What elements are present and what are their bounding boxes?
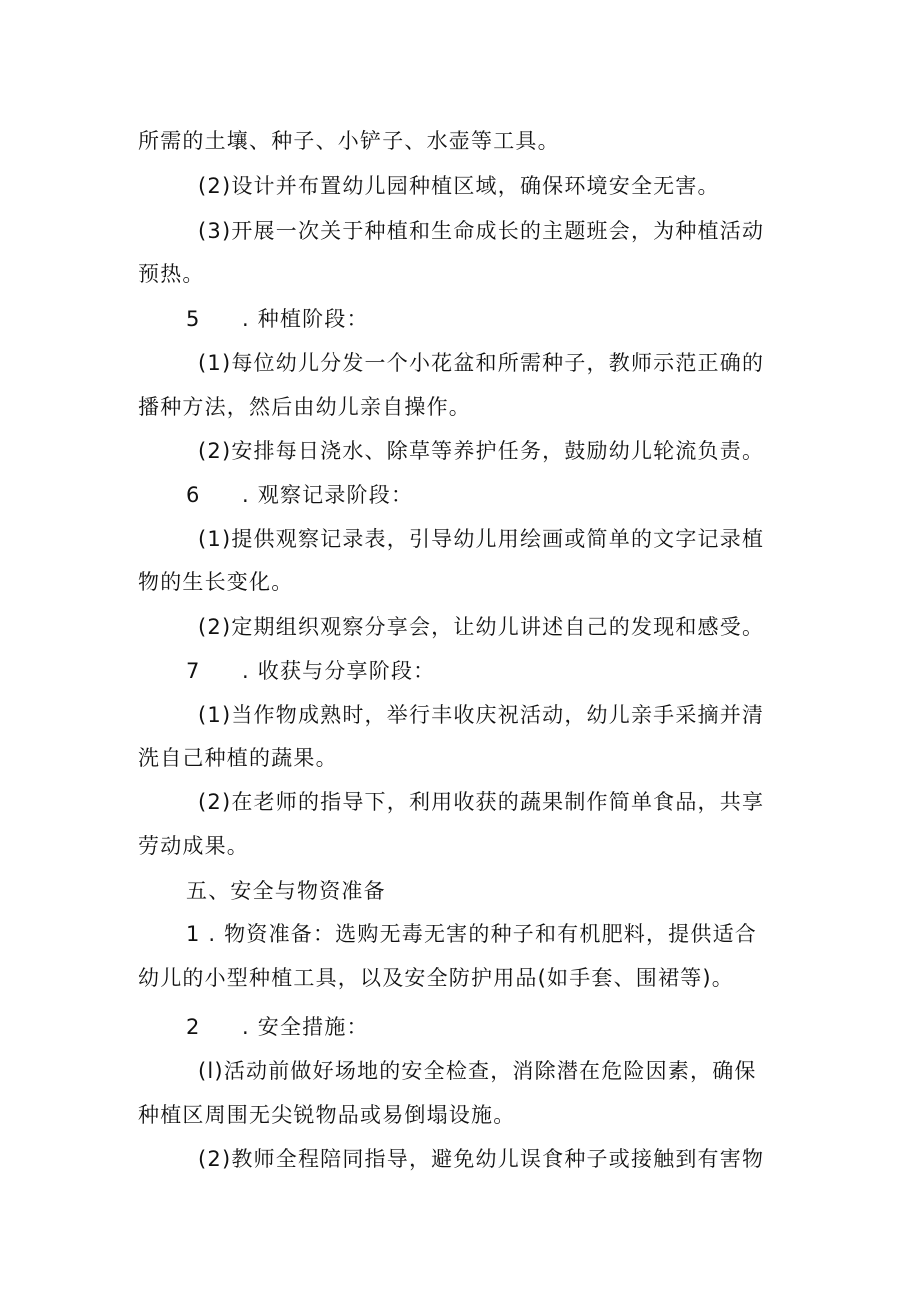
paragraph-line: 预热。 xyxy=(138,262,205,286)
chapter-heading: 五、安全与物资准备 xyxy=(186,879,386,903)
section-title: . 种植阶段： xyxy=(242,307,369,331)
paragraph-line: (l)活动前做好场地的安全检查，消除潜在危险因素，确保 xyxy=(198,1059,757,1083)
paragraph-line: (1)提供观察记录表，引导幼儿用绘画或简单的文字记录植 xyxy=(198,527,765,551)
paragraph-line: 1 . 物资准备：选购无毒无害的种子和有机肥料，提供适合 xyxy=(186,922,757,946)
paragraph-line: 播种方法，然后由幼儿亲自操作。 xyxy=(138,395,471,419)
section-number: 5 xyxy=(186,307,201,331)
paragraph-line: 幼儿的小型种植工具，以及安全防护用品(如手套、围裙等)。 xyxy=(138,966,734,990)
paragraph-line: 种植区周围无尖锐物品或易倒塌设施。 xyxy=(138,1103,516,1127)
section-number: 6 xyxy=(186,483,201,507)
paragraph-line: (2)在老师的指导下，利用收获的蔬果制作简单食品，共享 xyxy=(198,790,765,814)
paragraph-line: 劳动成果。 xyxy=(138,834,249,858)
paragraph-line: (2)设计并布置幼儿园种植区域，确保环境安全无害。 xyxy=(198,174,720,198)
section-number: 7 xyxy=(186,659,201,683)
section-heading-6 xyxy=(186,480,413,510)
paragraph-line: (2)安排每日浇水、除草等养护任务，鼓励幼儿轮流负责。 xyxy=(198,439,765,463)
section-heading-2 xyxy=(186,1012,369,1042)
paragraph-line: (1)当作物成熟时，举行丰收庆祝活动，幼儿亲手采摘并清 xyxy=(198,703,765,727)
paragraph-line: 所需的土壤、种子、小铲子、水壶等工具。 xyxy=(138,129,560,153)
section-number: 2 xyxy=(186,1015,201,1039)
paragraph-line: (1)每位幼儿分发一个小花盆和所需种子，教师示范正确的 xyxy=(198,351,765,375)
paragraph-line: (2)定期组织观察分享会，让幼儿讲述自己的发现和感受。 xyxy=(198,615,765,639)
paragraph-line: (2)教师全程陪同指导，避免幼儿误食种子或接触到有害物 xyxy=(198,1147,765,1171)
section-title: . 收获与分享阶段： xyxy=(242,659,436,683)
section-heading-5 xyxy=(186,304,369,334)
paragraph-line: 物的生长变化。 xyxy=(138,570,294,594)
section-heading-7 xyxy=(186,656,435,686)
section-title: . 观察记录阶段： xyxy=(242,483,414,507)
section-title: . 安全措施： xyxy=(242,1015,369,1039)
paragraph-line: (3)开展一次关于种植和生命成长的主题班会，为种植活动 xyxy=(198,219,765,243)
paragraph-line: 洗自己种植的蔬果。 xyxy=(138,746,338,770)
